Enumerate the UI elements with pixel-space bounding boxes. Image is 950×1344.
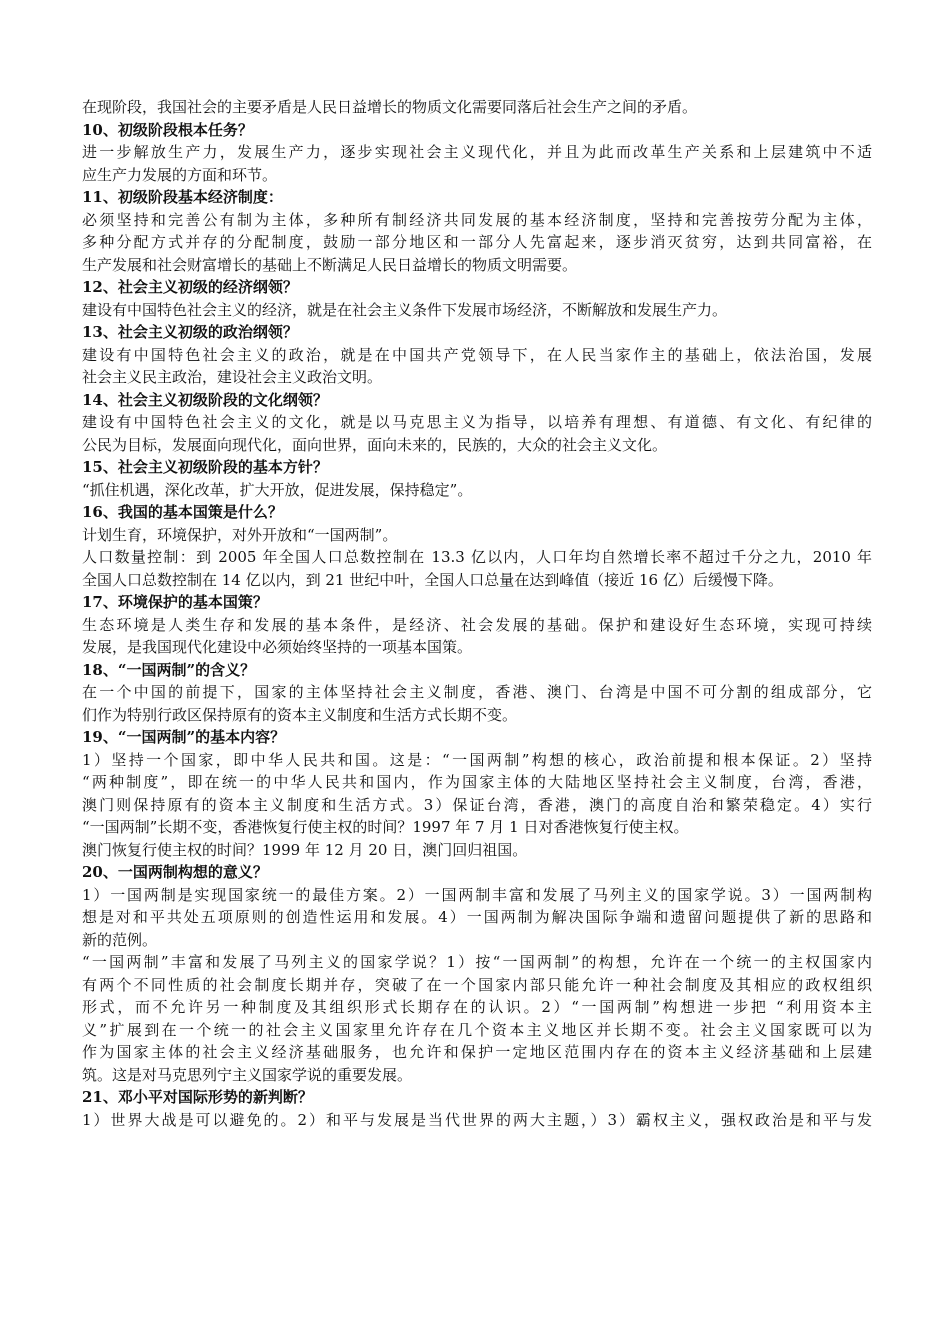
body-text-line: 建设有中国特色社会主义的经济，就是在社会主义条件下发展市场经济，不断解放和发展生产力。 — [82, 300, 728, 319]
body-text-line: 人口数量控制：到 2005 年全国人口总数控制在 13.3 亿以内，人口年均自然增长率不超过千分之九，2010 年 — [82, 548, 872, 566]
body-text-line: 1）一国两制是实现国家统一的最佳方案。2）一国两制丰富和发展了马列主义的国家学说。3）一国两制构 — [82, 885, 872, 904]
section-heading: 19、“一国两制”的基本内容？ — [82, 728, 286, 746]
body-text-line: 新的范例。 — [82, 930, 158, 949]
body-text-line: 有两个不同性质的社会制度长期并存，突破了在一个国家内部只能允许一种社会制度及其相应的政权组织 — [82, 975, 872, 994]
body-text-line: 作为国家主体的社会主义经济基础服务，也允许和保护一定地区范围内存在的资本主义经济基础和上层建 — [82, 1043, 872, 1061]
document-page — [82, 96, 872, 1131]
body-text-line: 发展，是我国现代化建设中必须始终坚持的一项基本国策。 — [82, 638, 473, 656]
body-text-line: 澳门恢复行使主权的时间？1999 年 12 月 20 日，澳门回归祖国。 — [82, 840, 528, 859]
body-text-line: 必须坚持和完善公有制为主体，多种所有制经济共同发展的基本经济制度，坚持和完善按劳分配为主体， — [82, 210, 872, 229]
body-text-line: 全国人口总数控制在 14 亿以内，到 21 世纪中叶，全国人口总量在达到峰值（接近 16 亿）后缓慢下降。 — [82, 570, 783, 589]
body-text-line: 1）世界大战是可以避免的。2）和平与发展是当代世界的两大主题，）3）霸权主义，强权政治是和平与发 — [82, 1110, 872, 1129]
body-text-line: 进一步解放生产力，发展生产力，逐步实现社会主义现代化，并且为此而改革生产关系和上层建筑中不适 — [82, 143, 872, 161]
body-text-line: “一国两制”长期不变，香港恢复行使主权的时间？1997 年 7 月 1 日对香港恢复行使主权。 — [82, 818, 689, 836]
section-heading: 12、社会主义初级的经济纲领？ — [82, 278, 298, 296]
section-heading: 21、邓小平对国际形势的新判断？ — [82, 1088, 313, 1106]
body-text-line: 形式，而不允许另一种制度及其组织形式长期存在的认识。2）“一国两制”构想进一步把 “利用资本主 — [82, 998, 872, 1016]
body-text-line: 多种分配方式并存的分配制度，鼓励一部分地区和一部分人先富起来，逐步消灭贫穷，达到共同富裕，在 — [82, 233, 872, 251]
body-text-line: 计划生育，环境保护，对外开放和“一国两制”。 — [82, 525, 398, 544]
section-heading: 13、社会主义初级的政治纲领？ — [82, 323, 298, 341]
body-text-line: 应生产力发展的方面和环节。 — [82, 165, 278, 184]
section-heading: 11、初级阶段基本经济制度： — [82, 188, 283, 206]
section-heading: 16、我国的基本国策是什么？ — [82, 503, 283, 521]
body-text-line: “一国两制”丰富和发展了马列主义的国家学说？1）按“一国两制”的构想，允许在一个统一的主权国家内 — [82, 953, 872, 971]
body-text-line: 澳门则保持原有的资本主义制度和生活方式。3）保证台湾，香港，澳门的高度自治和繁荣稳定。4）实行 — [82, 795, 872, 814]
section-heading: 20、一国两制构想的意义？ — [82, 863, 268, 881]
body-text-line: 在一个中国的前提下，国家的主体坚持社会主义制度，香港、澳门、台湾是中国不可分割的组成部分，它 — [82, 683, 872, 701]
body-text-line: 们作为特别行政区保持原有的资本主义制度和生活方式长期不变。 — [82, 705, 518, 724]
body-text-line: 1）坚持一个国家，即中华人民共和国。这是：“一国两制”构想的核心，政治前提和根本保证。2）坚持 — [82, 750, 872, 769]
section-heading: 18、“一国两制”的含义？ — [82, 660, 256, 679]
section-heading: 14、社会主义初级阶段的文化纲领？ — [82, 390, 328, 409]
body-text-line: “两种制度”，即在统一的中华人民共和国内，作为国家主体的大陆地区坚持社会主义制度，台湾，香港， — [82, 773, 872, 791]
section-heading: 15、社会主义初级阶段的基本方针？ — [82, 458, 328, 476]
body-text-line: 筑。这是对马克思列宁主义国家学说的重要发展。 — [82, 1065, 413, 1084]
body-text-line: 建设有中国特色社会主义的文化，就是以马克思主义为指导，以培养有理想、有道德、有文化、有纪律的 — [82, 413, 872, 431]
body-text-line: 想是对和平共处五项原则的创造性运用和发展。4）一国两制为解决国际争端和遗留问题提供了新的思路和 — [82, 908, 872, 926]
body-text-line: 公民为目标，发展面向现代化，面向世界，面向未来的，民族的，大众的社会主义文化。 — [82, 435, 668, 454]
body-text-line: 在现阶段，我国社会的主要矛盾是人民日益增长的物质文化需要同落后社会生产之间的矛盾。 — [82, 98, 698, 116]
body-text-line: 义”扩展到在一个统一的社会主义国家里允许存在几个资本主义地区并长期不变。社会主义国家既可以为 — [82, 1020, 872, 1039]
body-text-line: 建设有中国特色社会主义的政治，就是在中国共产党领导下，在人民当家作主的基础上，依法治国，发展 — [82, 345, 872, 364]
body-text-line: 生态环境是人类生存和发展的基本条件，是经济、社会发展的基础。保护和建设好生态环境，实现可持续 — [82, 615, 872, 634]
section-heading: 10、初级阶段根本任务？ — [82, 120, 253, 139]
body-text-line: 社会主义民主政治，建设社会主义政治文明。 — [82, 368, 383, 386]
section-heading: 17、环境保护的基本国策？ — [82, 593, 268, 611]
body-text-line: 生产发展和社会财富增长的基础上不断满足人民日益增长的物质文明需要。 — [82, 255, 578, 274]
body-text-line: “抓住机遇，深化改革，扩大开放，促进发展，保持稳定”。 — [82, 480, 473, 499]
